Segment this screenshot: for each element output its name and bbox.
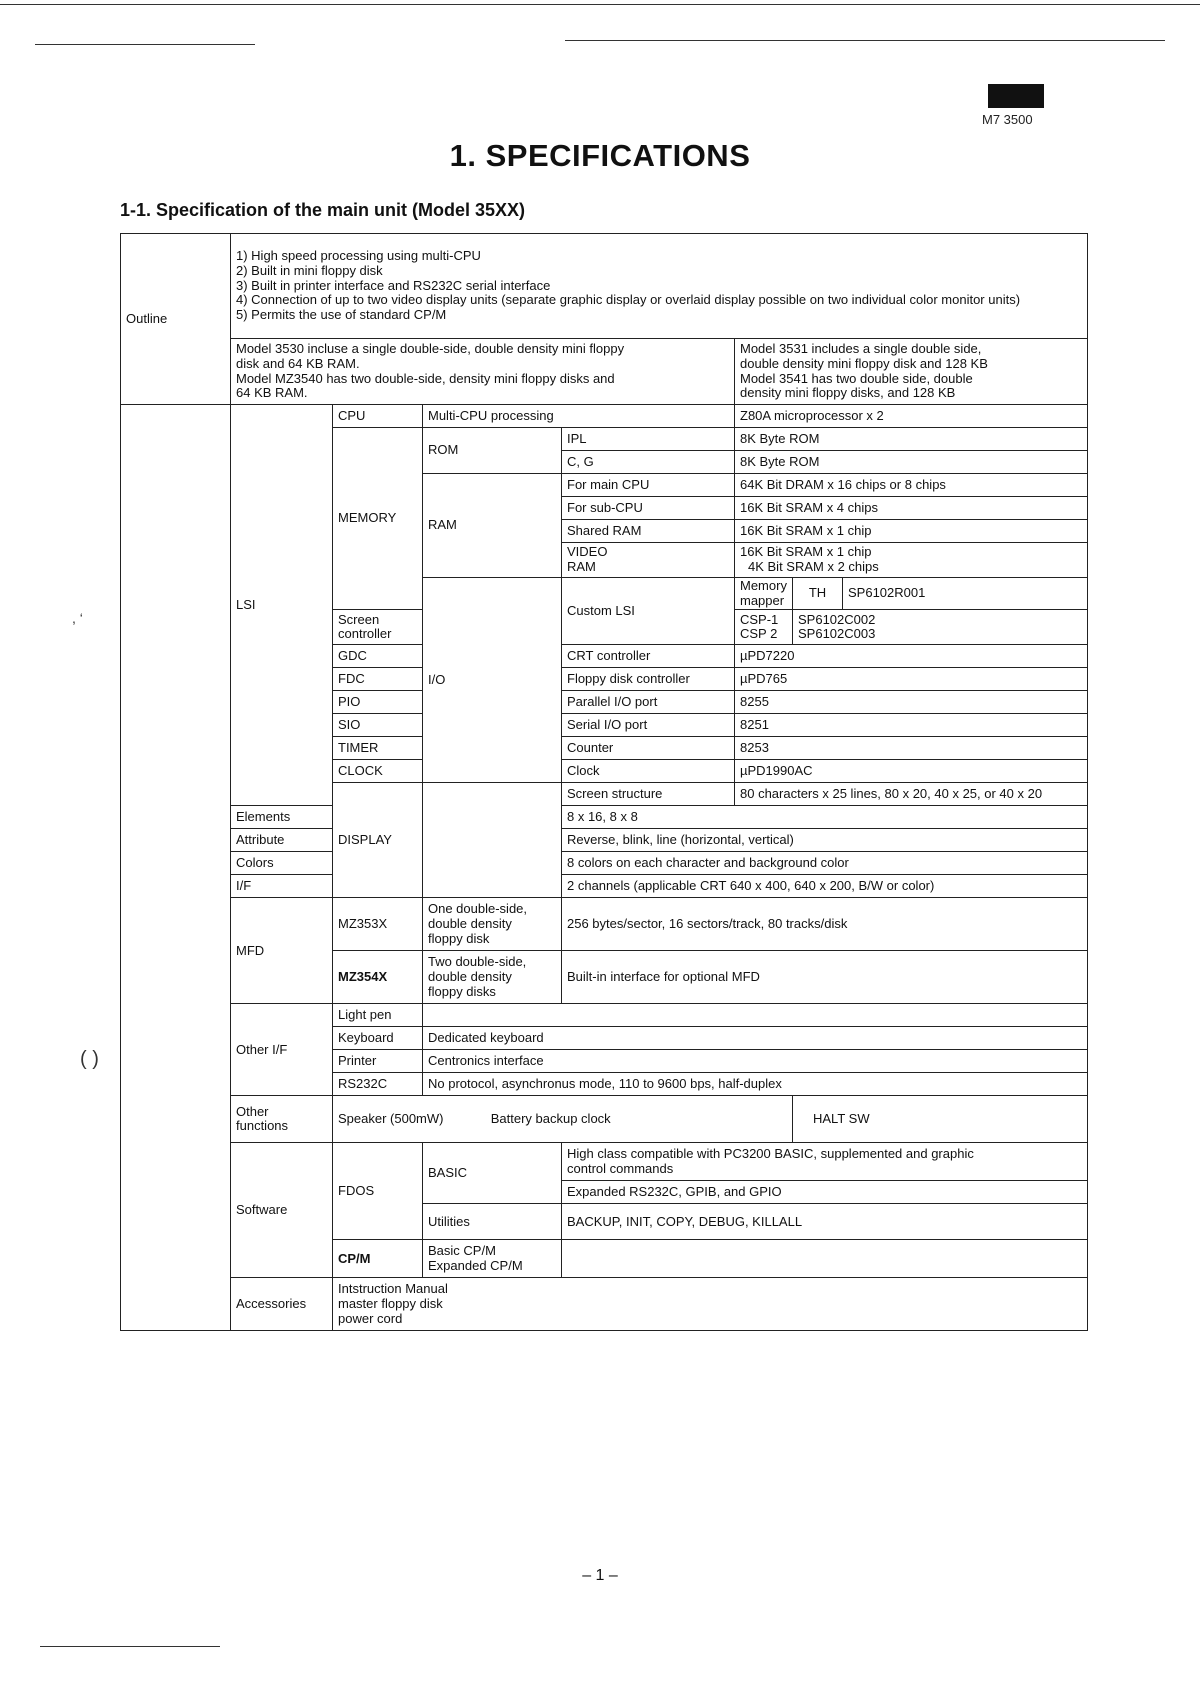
io-label: I/O — [423, 578, 562, 783]
table-row-models — [121, 339, 1088, 405]
cpu-desc: Multi-CPU processing — [423, 405, 735, 428]
display-label: DISPLAY — [333, 783, 423, 898]
csp2-value: SP6102C003 — [798, 626, 876, 642]
colors-label: Colors — [231, 852, 333, 875]
basic-value-line: control commands — [567, 1160, 674, 1176]
outline-item: 4) Connection of up to two video display units (separate graphic display or overlaid display possible on two individual color monitor units) — [236, 292, 1021, 308]
ipl-label: IPL — [562, 428, 735, 451]
ram-label: RAM — [423, 474, 562, 578]
if-value: 2 channels (applicable CRT 640 x 400, 640 x 200, B/W or color) — [562, 875, 1088, 898]
timer-value: 8253 — [735, 737, 1088, 760]
mz354x-desc — [423, 951, 562, 1004]
video-ram-value-line: 4K Bit SRAM x 2 chips — [748, 559, 879, 574]
model-note-line: Model 3531 includes a single double side, — [740, 341, 982, 357]
cpm-label: CP/M — [333, 1240, 423, 1278]
sub-cpu-label: For sub-CPU — [562, 497, 735, 520]
cpu-label: CPU — [333, 405, 423, 428]
video-ram-label-line: VIDEO — [567, 544, 608, 560]
accessory-item: power cord — [338, 1310, 403, 1326]
main-cpu-label: For main CPU — [562, 474, 735, 497]
ipl-value: 8K Byte ROM — [735, 428, 1088, 451]
pio-desc: Parallel I/O port — [562, 691, 735, 714]
pio-label: PIO — [333, 691, 423, 714]
sio-value: 8251 — [735, 714, 1088, 737]
table-row — [121, 829, 1088, 852]
table-row — [121, 1278, 1088, 1331]
mz354x-desc-line: double density — [428, 969, 512, 985]
accessories-label: Accessories — [231, 1278, 333, 1331]
table-row — [121, 1096, 1088, 1143]
rs232c-value: No protocol, asynchronus mode, 110 to 9600 bps, half-duplex — [423, 1073, 1088, 1096]
scan-rule-bottom — [40, 1646, 220, 1647]
table-row — [121, 1143, 1088, 1181]
battery-text: Battery backup clock — [490, 1111, 611, 1127]
rs232c-label: RS232C — [333, 1073, 423, 1096]
screen-structure-value: 80 characters x 25 lines, 80 x 20, 40 x 25, or 40 x 20 — [735, 783, 1088, 806]
mz353x-desc-line: double density — [428, 916, 512, 932]
accessory-item: master floppy disk — [338, 1296, 443, 1312]
model-number: M7 3500 — [982, 112, 1033, 127]
timer-label: TIMER — [333, 737, 423, 760]
elements-label: Elements — [231, 806, 333, 829]
if-label: I/F — [231, 875, 333, 898]
mz353x-desc-line: One double-side, — [428, 901, 528, 917]
outline-list — [231, 234, 1088, 339]
accessory-item: Intstruction Manual — [338, 1281, 448, 1297]
gdc-value: µPD7220 — [735, 645, 1088, 668]
sio-label: SIO — [333, 714, 423, 737]
th-value: SP6102R001 — [843, 578, 1088, 610]
colors-value: 8 colors on each character and background color — [562, 852, 1088, 875]
keyboard-label: Keyboard — [333, 1027, 423, 1050]
model-note-line: density mini floppy disks, and 128 KB — [740, 385, 956, 401]
screen-controller-label: Screen controller — [333, 610, 423, 645]
video-ram-label-line: RAM — [567, 559, 596, 574]
utilities-value: BACKUP, INIT, COPY, DEBUG, KILLALL — [562, 1204, 1088, 1240]
cpm-desc — [423, 1240, 562, 1278]
csp1-label: CSP-1 — [740, 611, 779, 627]
shared-ram-value: 16K Bit SRAM x 1 chip — [735, 520, 1088, 543]
page-number: – 1 – — [582, 1567, 618, 1584]
basic-expanded-value: Expanded RS232C, GPIB, and GPIO — [562, 1181, 1088, 1204]
basic-value-line: High class compatible with PC3200 BASIC, supplemented and graphic — [567, 1146, 974, 1162]
speaker-text: Speaker (500mW) — [338, 1111, 444, 1127]
outline-item: 3) Built in printer interface and RS232C serial interface — [236, 277, 551, 293]
software-label: Software — [231, 1143, 333, 1278]
lsi-label: LSI — [231, 405, 333, 806]
scan-rule-right — [565, 40, 1165, 41]
clock-value: µPD1990AC — [735, 760, 1088, 783]
csp1-value: SP6102C002 — [798, 611, 876, 627]
display-blank — [423, 783, 562, 898]
video-ram-label — [562, 543, 735, 578]
model-note-line: 64 KB RAM. — [236, 385, 308, 401]
sub-cpu-value: 16K Bit SRAM x 4 chips — [735, 497, 1088, 520]
mz353x-desc — [423, 898, 562, 951]
rom-label: ROM — [423, 428, 562, 474]
attribute-value: Reverse, blink, line (horizontal, vertical) — [562, 829, 1088, 852]
basic-value — [562, 1143, 1088, 1181]
other-functions-label-line: Other — [236, 1103, 269, 1119]
other-functions-label-line: functions — [236, 1118, 289, 1134]
mz353x-value: 256 bytes/sector, 16 sectors/track, 80 tracks/disk — [562, 898, 1088, 951]
model-note-line: Model MZ3540 has two double-side, density mini floppy disks and — [236, 370, 615, 386]
cg-value: 8K Byte ROM — [735, 451, 1088, 474]
memory-label: MEMORY — [333, 428, 423, 610]
model-note-line: double density mini floppy disk and 128 KB — [740, 355, 988, 371]
model-note-line: Model 3541 has two double side, double — [740, 370, 973, 386]
page-title: 1. SPECIFICATIONS — [449, 138, 751, 173]
mfd-label: MFD — [231, 898, 333, 1004]
printer-label: Printer — [333, 1050, 423, 1073]
gdc-desc: CRT controller — [562, 645, 735, 668]
basic-label: BASIC — [423, 1143, 562, 1204]
other-if-label: Other I/F — [231, 1004, 333, 1096]
outline-item: 5) Permits the use of standard CP/M — [236, 307, 447, 323]
accessories-list — [333, 1278, 1088, 1331]
elements-value: 8 x 16, 8 x 8 — [562, 806, 1088, 829]
outline-item: 1) High speed processing using multi-CPU — [236, 248, 481, 264]
mz353x-label: MZ353X — [333, 898, 423, 951]
table-row — [121, 875, 1088, 898]
other-functions-label — [231, 1096, 333, 1143]
page-tab-marker — [988, 84, 1044, 108]
scan-rule-left — [35, 44, 255, 45]
gdc-label: GDC — [333, 645, 423, 668]
mz354x-desc-line: Two double-side, — [428, 954, 527, 970]
cg-label: C, G — [562, 451, 735, 474]
models-right — [735, 339, 1088, 405]
table-row — [121, 898, 1088, 951]
halt-sw-text: HALT SW — [793, 1096, 1088, 1143]
outline-label: Outline — [121, 234, 231, 405]
cpu-value: Z80A microprocessor x 2 — [735, 405, 1088, 428]
fdc-desc: Floppy disk controller — [562, 668, 735, 691]
fdc-value: µPD765 — [735, 668, 1088, 691]
clock-label: CLOCK — [333, 760, 423, 783]
mz354x-desc-line: floppy disks — [428, 983, 496, 999]
margin-mark-small: , ‘ — [72, 610, 83, 626]
other-functions-row — [333, 1096, 793, 1143]
custom-lsi-label: Custom LSI — [562, 578, 735, 645]
fdos-label: FDOS — [333, 1143, 423, 1240]
fdc-label: FDC — [333, 668, 423, 691]
sio-desc: Serial I/O port — [562, 714, 735, 737]
model-note-line: Model 3530 incluse a single double-side, double density mini floppy — [236, 341, 625, 357]
utilities-label: Utilities — [423, 1204, 562, 1240]
screen-structure-label: Screen structure — [562, 783, 735, 806]
shared-ram-label: Shared RAM — [562, 520, 735, 543]
left-column-blank — [121, 405, 231, 1331]
keyboard-value: Dedicated keyboard — [423, 1027, 1088, 1050]
timer-desc: Counter — [562, 737, 735, 760]
table-row — [121, 806, 1088, 829]
section-title: 1-1. Specification of the main unit (Model 35XX) — [120, 200, 526, 220]
csp-labels — [735, 610, 793, 645]
th-label: TH — [793, 578, 843, 610]
models-left — [231, 339, 735, 405]
table-row — [121, 1004, 1088, 1027]
mz353x-desc-line: floppy disk — [428, 930, 490, 946]
pio-value: 8255 — [735, 691, 1088, 714]
scan-rule-top — [0, 4, 1200, 5]
margin-mark-punch: ( ) — [80, 1048, 99, 1070]
cpm-desc-line: Basic CP/M — [428, 1243, 496, 1259]
table-row — [121, 405, 1088, 428]
table-row — [121, 852, 1088, 875]
video-ram-value — [735, 543, 1088, 578]
outline-item: 2) Built in mini floppy disk — [236, 262, 383, 278]
cpm-value — [562, 1240, 1088, 1278]
main-cpu-value: 64K Bit DRAM x 16 chips or 8 chips — [735, 474, 1088, 497]
light-pen-value — [423, 1004, 1088, 1027]
csp2-label: CSP 2 — [740, 626, 778, 642]
table-row-outline — [121, 234, 1088, 339]
memory-mapper-label: Memory mapper — [735, 578, 793, 610]
attribute-label: Attribute — [231, 829, 333, 852]
csp-values — [793, 610, 1088, 645]
cpm-desc-line: Expanded CP/M — [428, 1257, 523, 1273]
spec-table — [120, 233, 1088, 1331]
video-ram-value-line: 16K Bit SRAM x 1 chip — [740, 544, 872, 560]
mz354x-label: MZ354X — [333, 951, 423, 1004]
printer-value: Centronics interface — [423, 1050, 1088, 1073]
mz354x-value: Built-in interface for optional MFD — [562, 951, 1088, 1004]
clock-desc: Clock — [562, 760, 735, 783]
model-note-line: disk and 64 KB RAM. — [236, 355, 360, 371]
light-pen-label: Light pen — [333, 1004, 423, 1027]
